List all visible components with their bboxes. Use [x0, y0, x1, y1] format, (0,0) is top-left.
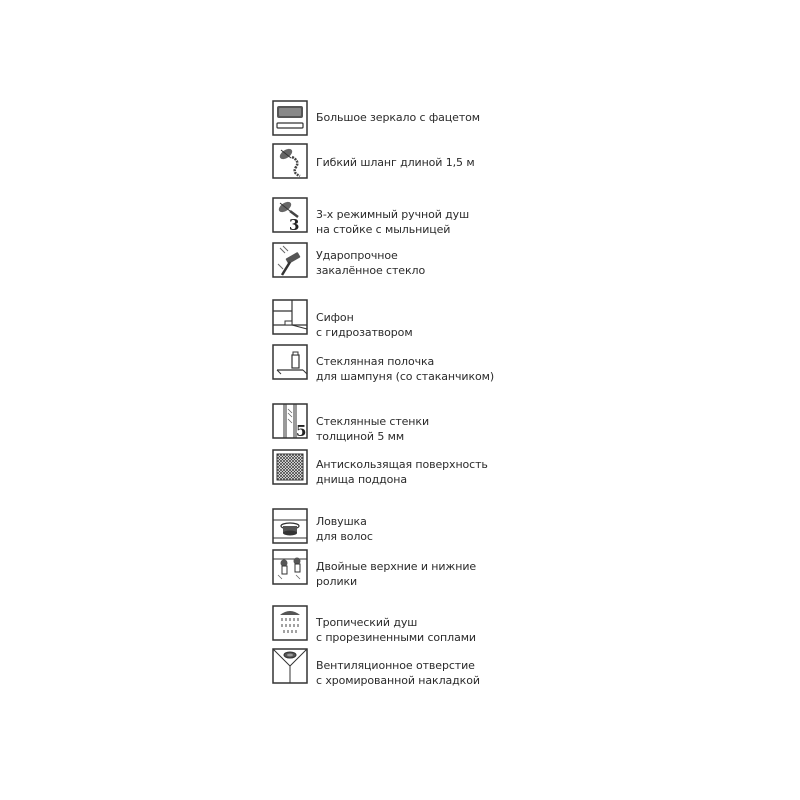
- feature-siphon: [272, 299, 512, 343]
- feature-line: Двойные верхние и нижние: [316, 560, 477, 573]
- ventilation-icon: [272, 648, 308, 684]
- feature-line: с прорезиненными соплами: [316, 631, 476, 644]
- feature-hair-trap: [272, 508, 512, 552]
- feature-text: [316, 514, 512, 544]
- feature-text: [316, 615, 512, 645]
- feature-line: для волос: [316, 530, 373, 543]
- rollers-icon: [272, 549, 308, 585]
- glass-walls-icon: [272, 403, 308, 439]
- feature-rain-shower: [272, 605, 512, 649]
- mirror-icon: [272, 100, 308, 136]
- feature-line: Гибкий шланг длиной 1,5 м: [316, 156, 475, 169]
- feature-line: Тропический душ: [316, 616, 418, 629]
- hair-trap-icon: [272, 508, 308, 544]
- feature-line: с хромированной накладкой: [316, 674, 480, 687]
- feature-line: ролики: [316, 575, 358, 588]
- feature-line: Стеклянные стенки: [316, 415, 429, 428]
- feature-glass-walls: [272, 403, 512, 447]
- siphon-icon: [272, 299, 308, 335]
- tempered-glass-icon: [272, 242, 308, 278]
- feature-line: Антискользящая поверхность: [316, 458, 488, 471]
- flexible-hose-icon: [272, 143, 308, 179]
- anti-slip-surface-icon: [272, 449, 308, 485]
- feature-mirror: [272, 100, 512, 144]
- feature-line: для шампуня (со стаканчиком): [316, 370, 495, 383]
- feature-text: [316, 559, 512, 589]
- glass-walls-badge: 5: [296, 422, 307, 439]
- feature-line: Ловушка: [316, 515, 367, 528]
- feature-word: Вентиляционное: [316, 659, 413, 672]
- glass-shelf-icon: [272, 344, 308, 380]
- feature-text: [316, 248, 512, 278]
- feature-line: днища поддона: [316, 473, 408, 486]
- feature-tempered-glass: [272, 242, 512, 286]
- feature-line: Большое зеркало с фацетом: [316, 111, 480, 124]
- feature-anti-slip-surface: [272, 449, 512, 493]
- feature-line: Сифон: [316, 311, 354, 324]
- rain-shower-icon: [272, 605, 308, 641]
- feature-text: [316, 658, 512, 688]
- feature-ventilation: [272, 648, 512, 692]
- feature-text: [316, 110, 512, 125]
- hand-shower-icon: [272, 197, 308, 233]
- feature-text: [316, 207, 512, 237]
- feature-line: [316, 658, 494, 673]
- feature-line: Ударопрочное: [316, 249, 398, 262]
- feature-glass-shelf: [272, 344, 512, 388]
- feature-text: [316, 310, 512, 340]
- feature-line: с гидрозатвором: [316, 326, 413, 339]
- feature-text: [316, 414, 512, 444]
- feature-word: отверстие: [415, 659, 475, 672]
- feature-line: 3-х режимный ручной душ: [316, 208, 470, 221]
- feature-line: на стойке с мыльницей: [316, 223, 451, 236]
- feature-text: [316, 457, 512, 487]
- feature-rollers: [272, 549, 512, 593]
- feature-flexible-hose: [272, 143, 512, 187]
- feature-line: Стеклянная полочка: [316, 355, 435, 368]
- hand-shower-badge: 3: [289, 216, 300, 233]
- feature-line: толщиной 5 мм: [316, 430, 405, 443]
- feature-text: [316, 155, 512, 170]
- feature-line: закалённое стекло: [316, 264, 426, 277]
- feature-text: [316, 354, 512, 384]
- feature-hand-shower: [272, 197, 512, 241]
